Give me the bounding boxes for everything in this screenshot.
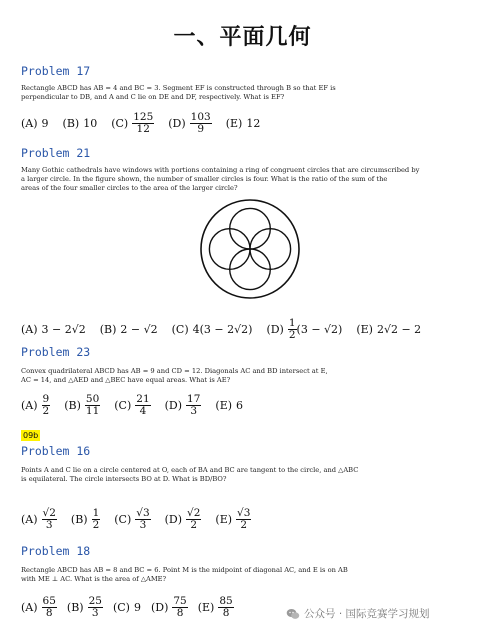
small-circle-right <box>250 229 291 270</box>
choice-value: 4(3 − 2√2) <box>192 323 253 336</box>
choice-label: (E) <box>225 117 243 130</box>
denominator: 2 <box>190 519 198 531</box>
fraction <box>288 318 297 341</box>
problem-23-text <box>21 367 469 385</box>
choice-label: (A) <box>21 323 38 336</box>
small-circle-left <box>209 229 250 270</box>
choice-value: 3 − 2√2 <box>41 323 86 336</box>
choice-c[interactable] <box>113 601 141 614</box>
denominator: 8 <box>222 607 230 619</box>
choice-label: (E) <box>197 601 215 614</box>
problem-21-line-3: areas of the four smaller circles to the area of the larger circle? <box>21 184 238 192</box>
fraction <box>42 508 57 531</box>
numerator: 125 <box>133 111 154 123</box>
fraction <box>135 508 150 531</box>
denominator: 2 <box>92 519 100 531</box>
numerator: √3 <box>237 507 251 519</box>
choice-label: (A) <box>21 399 38 412</box>
denominator: 3 <box>45 519 53 531</box>
fraction <box>236 508 251 531</box>
choice-label: (A) <box>21 117 38 130</box>
problem-17-text <box>21 84 469 102</box>
choice-label: (C) <box>114 513 132 526</box>
choice-value: 9 <box>41 117 49 130</box>
problem-18-line-2: with ME ⊥ AC. What is the area of △AME? <box>21 575 167 583</box>
choice-e[interactable] <box>356 323 421 336</box>
denominator: 3 <box>190 405 198 417</box>
problem-18-line-1: Rectangle ABCD has AB = 8 and BC = 6. Point M is the midpoint of diagonal AC, and E is on AB <box>21 566 348 574</box>
denominator: 8 <box>45 607 53 619</box>
denominator: 4 <box>139 405 147 417</box>
choice-label: (B) <box>66 601 84 614</box>
problem-18-choices <box>21 596 283 619</box>
choice-label: (C) <box>171 323 189 336</box>
choice-d[interactable] <box>168 112 211 135</box>
choice-c[interactable] <box>114 508 150 531</box>
choice-a[interactable] <box>21 117 49 130</box>
numerator: 85 <box>219 595 233 607</box>
choice-e[interactable] <box>198 596 234 619</box>
choice-e[interactable] <box>226 117 261 130</box>
choice-a[interactable] <box>21 394 50 417</box>
choice-c[interactable] <box>172 323 253 336</box>
choice-label: (E) <box>215 513 233 526</box>
numerator: √2 <box>42 507 56 519</box>
choice-label: (D) <box>164 513 183 526</box>
watermark-text: 公众号 · 国际竞赛学习规划 <box>304 608 430 620</box>
fraction <box>85 394 100 417</box>
denominator: 12 <box>136 123 150 135</box>
numerator: 75 <box>173 595 187 607</box>
numerator: 21 <box>136 393 150 405</box>
choice-label: (B) <box>99 323 117 336</box>
choice-value: 12 <box>246 117 261 130</box>
fraction <box>42 596 57 619</box>
choice-c[interactable] <box>114 394 150 417</box>
numerator: √3 <box>136 507 150 519</box>
wechat-icon <box>286 607 300 621</box>
choice-label: (B) <box>62 117 80 130</box>
numerator: 103 <box>190 111 211 123</box>
fraction <box>132 112 154 135</box>
choice-label: (C) <box>112 601 130 614</box>
problem-16-line-2: is equilateral. The circle intersects BO at D. What is BD/BO? <box>21 475 227 483</box>
fraction <box>92 508 101 531</box>
circles-figure <box>199 198 301 300</box>
choice-b[interactable] <box>64 394 100 417</box>
choice-a[interactable] <box>21 596 57 619</box>
choice-b[interactable] <box>67 596 103 619</box>
choice-label: (B) <box>70 513 88 526</box>
choice-a[interactable] <box>21 508 57 531</box>
choice-d[interactable] <box>151 596 188 619</box>
choice-d[interactable] <box>165 508 202 531</box>
choice-value: 2 − √2 <box>120 323 158 336</box>
choice-value: 2√2 − 2 <box>376 323 422 336</box>
denominator: 8 <box>176 607 184 619</box>
choice-b[interactable] <box>100 323 158 336</box>
numerator: 25 <box>88 595 102 607</box>
choice-value: (3 − √2) <box>296 323 343 336</box>
problem-17-line-2: perpendicular to DB, and A and C lie on DE and DF, respectively. What is EF? <box>21 93 285 101</box>
fraction <box>42 394 51 417</box>
numerator: √2 <box>187 507 201 519</box>
numerator: 65 <box>42 595 56 607</box>
watermark <box>286 606 430 621</box>
denominator: 9 <box>197 123 205 135</box>
fraction <box>135 394 150 417</box>
choice-label: (A) <box>21 513 38 526</box>
fraction <box>190 112 212 135</box>
problem-21-text <box>21 166 469 193</box>
problem-23-choices <box>21 394 481 417</box>
page-title: 一、平面几何 <box>173 25 312 50</box>
choice-label: (E) <box>215 399 233 412</box>
choice-value: 6 <box>236 399 244 412</box>
problem-21-line-2: a larger circle. In the figure shown, the number of smaller circles is four. What is the ratio of the sum of the <box>21 175 388 183</box>
problem-17-line-1: Rectangle ABCD has AB = 4 and BC = 3. Segment EF is constructed through B so that EF is <box>21 84 336 92</box>
choice-label: (D) <box>266 323 284 336</box>
fraction <box>186 508 201 531</box>
choice-label: (D) <box>150 601 169 614</box>
denominator: 2 <box>240 519 248 531</box>
problem-21-choices <box>21 318 481 341</box>
denominator: 2 <box>288 329 296 341</box>
fraction <box>186 394 201 417</box>
choice-label: (C) <box>111 117 129 130</box>
choice-b[interactable] <box>63 117 98 130</box>
problem-17-title: Problem 17 <box>21 64 91 78</box>
choice-value: 9 <box>133 601 141 614</box>
choice-d[interactable] <box>266 318 342 341</box>
denominator: 3 <box>91 607 99 619</box>
section-badge: 09b <box>23 431 39 440</box>
problem-16-choices <box>21 508 481 531</box>
choice-a[interactable] <box>21 323 86 336</box>
choice-e[interactable] <box>215 399 243 412</box>
problem-18-title: Problem 18 <box>21 544 91 558</box>
choice-b[interactable] <box>71 508 100 531</box>
problem-16-text <box>21 466 469 484</box>
problem-16-line-1: Points A and C lie on a circle centered at O, each of BA and BC are tangent to the circle, and △ABC <box>21 466 359 474</box>
problem-17-choices <box>21 112 481 135</box>
problem-21-title: Problem 21 <box>21 146 91 160</box>
fraction <box>88 596 103 619</box>
denominator: 2 <box>42 405 50 417</box>
small-circle-bottom <box>230 249 271 290</box>
choice-d[interactable] <box>165 394 202 417</box>
problem-23-line-1: Convex quadrilateral ABCD has AB = 9 and CD = 12. Diagonals AC and BD intersect at E, <box>21 367 328 375</box>
problem-16-title: Problem 16 <box>21 444 91 458</box>
choice-label: (B) <box>64 399 81 412</box>
denominator: 11 <box>85 405 100 417</box>
small-circle-top <box>230 208 271 249</box>
fraction <box>218 596 233 619</box>
fraction <box>172 596 187 619</box>
problem-21-line-1: Many Gothic cathedrals have windows with portions containing a ring of congruent circles that are circumscribed by <box>21 166 420 174</box>
numerator: 50 <box>85 393 100 405</box>
numerator: 17 <box>187 393 201 405</box>
choice-label: (C) <box>114 399 132 412</box>
problem-23-title: Problem 23 <box>21 345 91 359</box>
problem-23-line-2: AC = 14, and △AED and △BEC have equal areas. What is AE? <box>21 376 231 384</box>
choice-label: (D) <box>168 117 186 130</box>
problem-18-text <box>21 566 469 584</box>
choice-e[interactable] <box>215 508 251 531</box>
choice-label: (E) <box>356 323 373 336</box>
choice-c[interactable] <box>111 112 154 135</box>
denominator: 3 <box>139 519 147 531</box>
choice-label: (D) <box>164 399 183 412</box>
numerator: 1 <box>92 507 100 519</box>
numerator: 9 <box>42 393 50 405</box>
choice-value: 10 <box>83 117 98 130</box>
choice-label: (A) <box>21 601 38 614</box>
numerator: 1 <box>288 317 296 329</box>
